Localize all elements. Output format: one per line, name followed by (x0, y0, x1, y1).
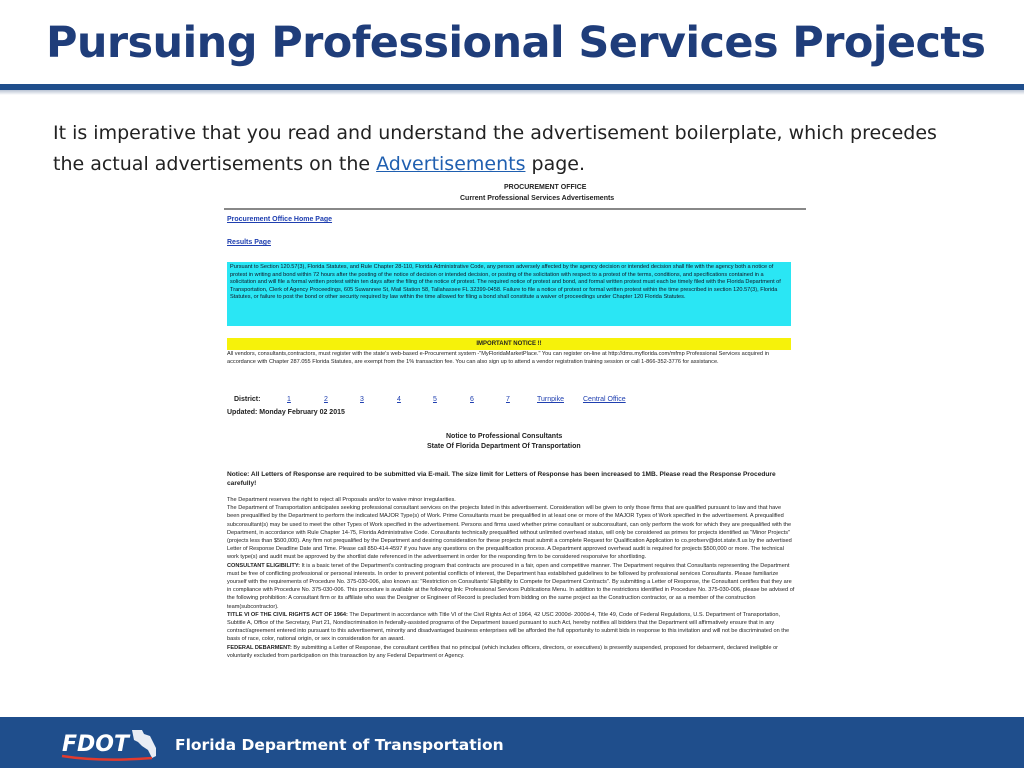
debarment-label: FEDERAL DEBARMENT: (227, 644, 292, 651)
intro-text: It is imperative that you read and understand the advertisement boilerplate, which precedes the actual advertisements on the (53, 122, 937, 175)
advertisements-link[interactable]: Advertisements (376, 153, 526, 175)
screenshot-divider (224, 208, 806, 210)
notice-title: Notice to Professional Consultants (446, 433, 563, 440)
title-vi-text: The Department in accordance with Title VI of the Civil Rights Act of 1964, 42 USC 2000d- 2000d-4, Title 49, Code of Federal Regulations, U.S. Department of Transportation, Subtitle A, Office of the Secretary, Part 21, Nondiscrimination in federally-assisted programs of the Department issued pursuant to such Act, hereby notifies all bidders that the Department will affirmatively ensure that in any contract/agreement entered into pursuant to this advertisement, minority and disadvantaged business enterprises will be afforded the full opportunity to submit bids in response to this invitation and will not be discriminated on the basis of race, color, national origin, or sex in consideration for an award. (227, 611, 790, 643)
district-link-turnpike[interactable]: Turnpike (537, 396, 564, 403)
intro-paragraph (53, 118, 953, 180)
debarment-text: By submitting a Letter of Response, the consultant certifies that no principal (which includes officers, directors, or executives) is presently suspended, proposed for debarment, declared ineligible or voluntarily excluded from participation on this transaction by any Federal Department or Agency. (227, 644, 779, 659)
title-divider-shadow (0, 90, 1024, 95)
current-ads-heading: Current Professional Services Advertisements (460, 195, 615, 202)
district-link-4[interactable]: 4 (397, 396, 401, 403)
important-notice-text: All vendors, consultants,contractors, must register with the state's web-based e-Procurement system -"MyFloridaMarketPlace." You can register on-line at http://dms.myflorida.com/mfmp Professional Services acquired in accordance with Chapter 287.055 Florida Statutes, are exempt from the 1% transaction fee. You can also sign up to attend a vendor registration training session or call 1-866-352-3776 for assistance. (227, 351, 769, 365)
important-notice-heading: IMPORTANT NOTICE !! (227, 338, 791, 350)
footer-bar (0, 717, 1024, 768)
district-link-7[interactable]: 7 (506, 396, 510, 403)
footer-org-name: Florida Department of Transportation (175, 736, 504, 754)
district-link-1[interactable]: 1 (287, 396, 291, 403)
advertisement-page-screenshot (224, 182, 806, 708)
notice-subtitle: State Of Florida Department Of Transportation (427, 443, 581, 450)
advertisement-boilerplate (227, 496, 795, 660)
title-vi-label: TITLE VI OF THE CIVIL RIGHTS ACT OF 1964: (227, 611, 348, 618)
fdot-logo (60, 724, 160, 764)
protest-notice-box: Pursuant to Section 120.57(3), Florida Statutes, and Rule Chapter 28-110, Florida Administrative Code, any person adversely affected by the agency decision or intended decision shall file with the agency both a notice of protest in writing and bond within 72 hours after the posting of the notice of decision or intended decision, or posting of the solicitation with respect to a protest of the terms, conditions, and specifications contained in a solicitation and will file a formal written protest within ten days after the filing of the notice of protest. The required notice of protest and bond, and formal written protest must each be timely filed with the Florida Department of Transportation, Clerk of Agency Proceedings, 605 Suwannee St, Mail Station 58, Tallahassee FL 32399-0458. Failure to file a notice of protest or formal written protest within the time prescribed in section 120.57(3), Florida Statutes, or failure to post the bond or other security required by law within the time allowed for filing a bond shall constitute a waiver of proceedings under Chapter 120 Florida Statutes. (227, 262, 791, 326)
district-label: District: (234, 396, 261, 403)
boilerplate-p5 (227, 644, 795, 660)
district-link-3[interactable]: 3 (360, 396, 364, 403)
boilerplate-p3 (227, 562, 795, 611)
letter-of-response-notice: Notice: All Letters of Response are required to be submitted via E-mail. The size limit for Letters of Response has been increased to 1MB. Please read the Response Procedure carefully! (227, 471, 776, 487)
procurement-office-heading: PROCUREMENT OFFICE (504, 184, 587, 191)
boilerplate-p2: The Department of Transportation anticipates seeking professional consultant services on the projects listed in this advertisement. Consideration will be given to only those firms that are qualified pursuant to law and that have been prequalified by the Department to perform the indicated MAJOR Type(s) of Work. Prime Consultants must be prequalified in at least one or more of the MAJOR Types of Work specified in the advertisement. A prequalified subconsultant(s) may be used to meet the other Types of Work specified in the advertisement. Persons and firms used whether prime consultant or subconsultant, can only perform the work for which they are prequalified with the Department, in accordance with Rule Chapter 14-75, Florida Administrative Code. Consultants technically prequalified without unlimited overhead status, will only be considered as primes for projects identified as "Minor Projects" (projects less than $500,000). Any firm not prequalified by the Department and desiring consideration for these projects must submit a complete Request for Qualification Application to co.profserv@dot.state.fl.us by the advertised Letter of Response Deadline Date and Time. Please call 850-414-4597 if you have any questions on the prequalification process. A Department approved overhead audit is required for projects $500,000 or more. The technical work type(s) and audit must be approved by the shortlist date referenced in the advertisement in order for the responding firm to be considered responsive for shortlisting. (227, 505, 792, 561)
fdot-logo-text: FDOT (62, 732, 129, 757)
district-link-5[interactable]: 5 (433, 396, 437, 403)
updated-date: Updated: Monday February 02 2015 (227, 409, 345, 416)
district-link-6[interactable]: 6 (470, 396, 474, 403)
procurement-home-link[interactable]: Procurement Office Home Page (227, 216, 333, 223)
district-link-2[interactable]: 2 (324, 396, 328, 403)
consultant-eligibility-text: It is a basic tenet of the Department's contracting program that contracts are procured in a fair, open and competitive manner. The Department requires that Consultants representing the Department must be free of conflicting professional or personal interests. In order to prevent potential conflicts of interest, the Department has established guidelines to be followed by professional services Consultants. Please familiarize yourself with the requirements of Procedure No. 375-030-006, also known as: "Restriction on Consultants' Eligibility to Compete for Department Contracts". By submitting a Letter of Response, the Consultant certifies that they are in compliance with Procedure No. 375-030-006. This procedure is available at the following link: Professional Services Publications Menu. In addition to the restrictions identified in Procedure No. 375-030-006, please be advised of the following prohibition: A consultant firm or its affiliate who was the Designer or Engineer of Record is precluded from bidding on the same project as the Construction contractor, or as a member of the construction team(subcontractor). (227, 562, 795, 610)
slide-title: Pursuing Professional Services Projects (46, 18, 986, 68)
boilerplate-p4 (227, 611, 795, 644)
boilerplate-p1: The Department reserves the right to reject all Proposals and/or to waive minor irregularities. (227, 497, 456, 503)
district-link-central-office[interactable]: Central Office (583, 396, 626, 403)
consultant-eligibility-label: CONSULTANT ELIGIBILITY: (227, 562, 301, 569)
results-page-link[interactable]: Results Page (227, 239, 271, 246)
intro-text-end: page. (525, 153, 586, 175)
